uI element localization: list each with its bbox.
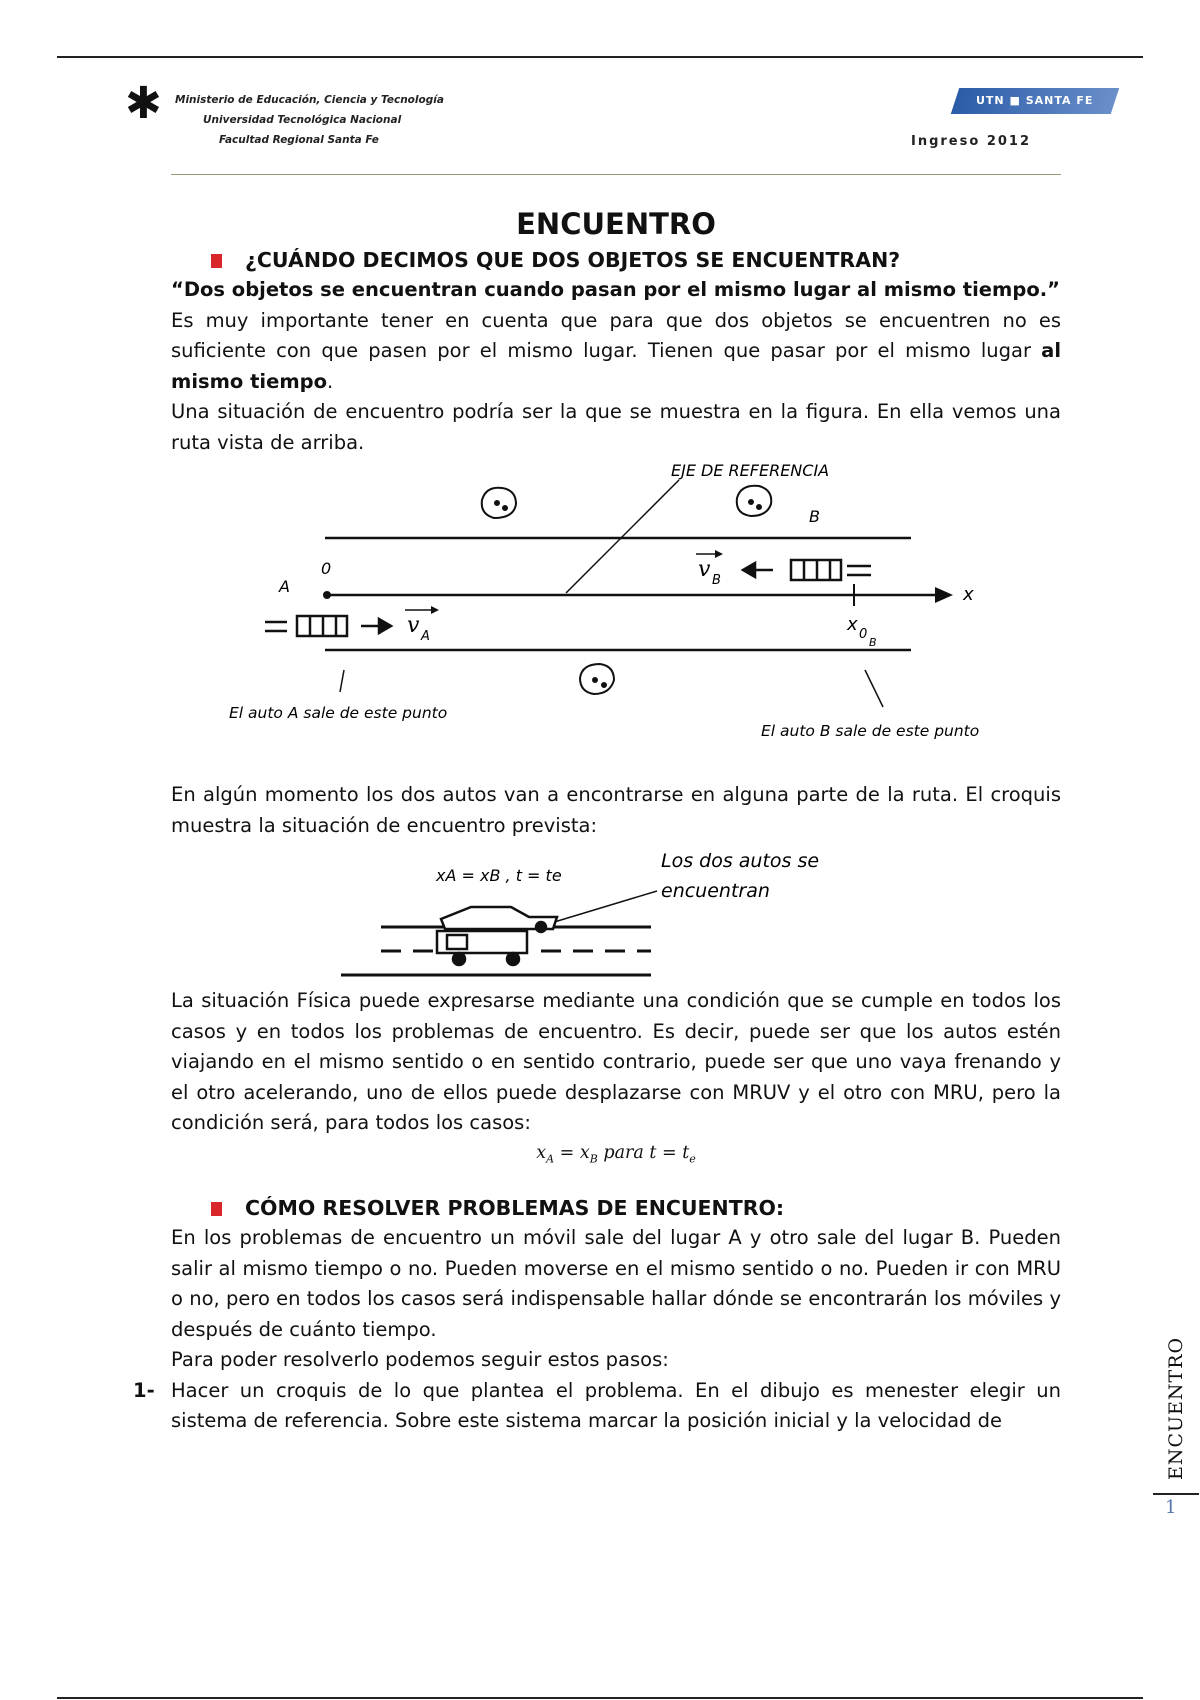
page-header [125,78,1125,177]
step-item [133,1376,1061,1437]
point-a-label: A [279,577,290,596]
velocity-b-label [696,550,723,588]
main-content [133,205,1061,1437]
car-b-icon [791,560,871,580]
svg-text:v: v [407,613,420,638]
side-rule [1153,1493,1199,1495]
reference-axis-label: EJE DE REFERENCIA [671,461,830,480]
rock-icon [482,488,516,518]
definition-quote: “Dos objetos se encuentran cuando pasan por el mismo lugar al mismo tiempo.” [171,278,1060,301]
ingreso-label: Ingreso 2012 [911,134,1032,149]
x-axis-label: x [963,584,974,605]
origin-dot [323,591,331,599]
header-rule [171,174,1061,175]
svg-text:B: B [869,636,877,649]
page-number: 1 [1165,1497,1177,1518]
paragraph: La situación Física puede expresarse mediante una condición que se cumple en todos los casos y en todos los problemas de encuentro. Es decir, puede ser que los autos estén viajando en el mismo sentido o en sentido contrario, puede ser que uno vaya frenando y el otro acelerando, uno de ellos puede desplazarse con MRUV y el otro con MRU, pero la condición será, para todos los casos: [171,989,1061,1134]
paragraph: Una situación de encuentro podría ser la que se muestra en la figura. En ella vemos una ruta vista de arriba. [171,400,1061,454]
red-bullet-icon [211,1202,222,1216]
institution-line: Universidad Tecnológica Nacional [203,114,402,126]
institution-line: Ministerio de Educación, Ciencia y Tecnología [175,94,444,106]
svg-text:x: x [847,614,858,635]
institution-block [175,90,444,150]
step-number: 1- [133,1378,155,1402]
encounter-sketch [341,845,841,980]
paragraph: Para poder resolverlo podemos seguir estos pasos: [171,1348,669,1371]
paragraph: En algún momento los dos autos van a encontrarse en alguna parte de la ruta. El croquis muestra la situación de encuentro prevista: [171,783,1061,837]
side-chapter-label: ENCUENTRO [1165,1336,1187,1480]
x0b-label [846,614,877,649]
utn-logo-icon: ✱ [125,78,162,129]
top-rule [57,56,1143,58]
svg-text:B: B [712,573,721,588]
road-diagram [211,460,980,760]
encounter-note: encuentran [661,880,770,902]
rock-icon [580,664,614,694]
svg-text:0: 0 [859,627,868,642]
car-a-icon [265,616,347,636]
red-bullet-icon [211,254,222,268]
origin-label: 0 [321,559,332,578]
page-title: ENCUENTRO [516,207,716,241]
caption-car-a: El auto A sale de este punto [229,704,448,722]
caption-car-b: El auto B sale de este punto [761,722,980,740]
arrow-right-icon [361,619,391,633]
svg-text:A: A [421,629,430,644]
section-heading: CÓMO RESOLVER PROBLEMAS DE ENCUENTRO: [171,1193,1061,1223]
institution-line: Facultad Regional Santa Fe [219,134,379,146]
cars-meeting-icon [437,907,557,965]
rock-icon [737,486,771,516]
point-b-label: B [809,507,820,526]
arrow-left-icon [743,563,773,577]
x-axis-arrow-icon [935,587,953,603]
paragraph: En los problemas de encuentro un móvil sale del lugar A y otro sale del lugar B. Pueden salir al mismo tiempo o no. Pueden moverse en el mismo sentido o no. Pueden ir con MRU o no, pero en todos los casos será indispensable hallar dónde se encontrarán los móviles y después de cuánto tiempo. [171,1226,1061,1341]
velocity-a-label [405,606,439,644]
utn-santa-fe-badge: UTN ■ SANTA FE [951,88,1119,114]
svg-text:v: v [698,557,711,582]
bottom-rule [57,1697,1143,1699]
encounter-formula: $x_A = x_B$ para $t = t_e$ [536,1142,696,1165]
paragraph: Es muy importante tener en cuenta que para que dos objetos se encuentren no es suficiente con que pasen por el mismo lugar. Tienen que pasar por el mismo lugar al mismo tiempo. [171,308,1061,393]
section-heading: ¿CUÁNDO DECIMOS QUE DOS OBJETOS SE ENCUENTRAN? [171,245,1061,275]
step-text: Hacer un croquis de lo que plantea el problema. En el dibujo es menester elegir un sistema de referencia. Sobre este sistema marcar la posición inicial y la velocidad de [171,1378,1061,1432]
encounter-note: Los dos autos se [661,850,820,872]
encounter-condition: xA = xB , t = te [436,866,562,885]
